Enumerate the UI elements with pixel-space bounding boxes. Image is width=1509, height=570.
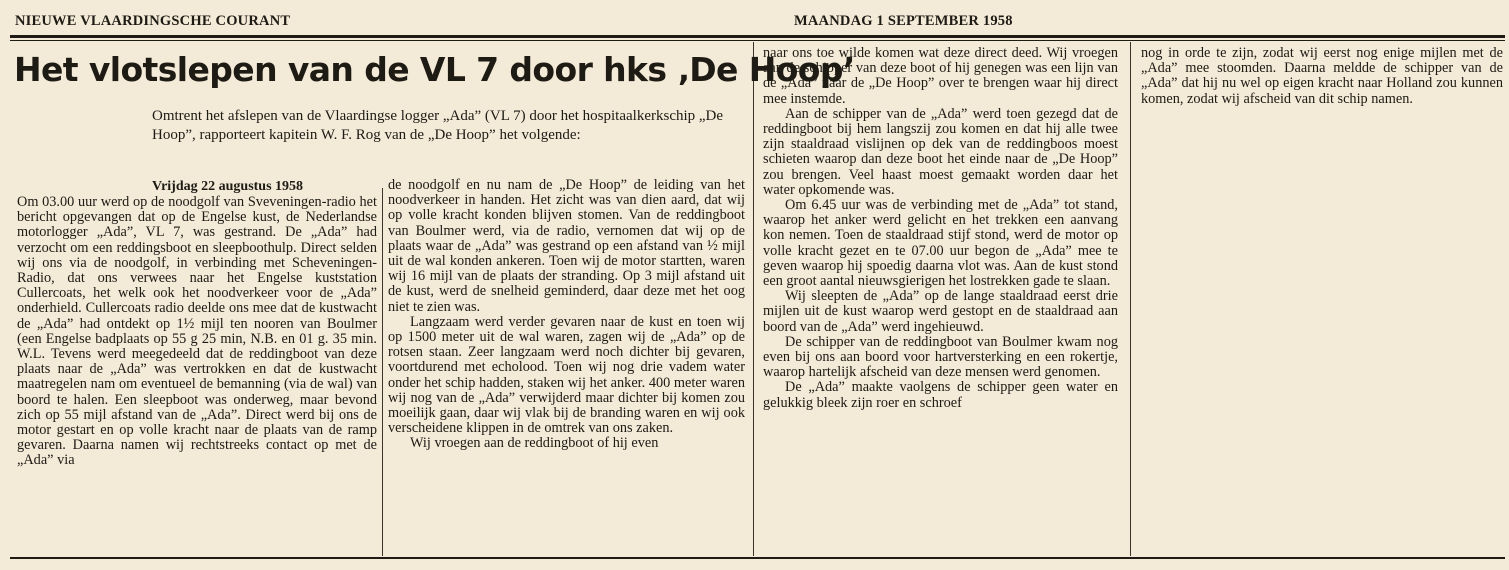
paragraph: De schipper van de reddingboot van Boulmer kwam nog even bij ons aan boord voor hartversterking en een rokertje, waarop hartelijk afscheid van deze mensen werd genomen. (763, 333, 1118, 381)
paragraph: Om 6.45 uur was de verbinding met de „Ada” tot stand, waarop het anker werd gelicht en het trekken een aanvang kon nemen. Toen de staaldraad stijf stond, werd de motor op volle kracht gezet en te 07.00 uur begon de „Ada” mee te geven waarop hij spoedig daarna vlot was. Aan de kust stond een groot aantal nieuwsgierigen het lostrekken gade te slaan. (763, 197, 1118, 290)
paragraph: Aan de schipper van de „Ada” werd toen gezegd dat de reddingboot bij hem langszij zou komen en dat hij alle twee zijn staaldraad vislijnen op dek van de reddingboos moest schieten waarop dan deze boot het einde naar de „De Hoop” zou brengen. Veel haast moest gemaakt worden daar het water opkomende was. (763, 105, 1118, 198)
newspaper-name: NIEUWE VLAARDINGSCHE COURANT (15, 13, 291, 29)
paragraph: Wij vroegen aan de reddingboot of hij even (410, 435, 659, 452)
bottom-rule (10, 557, 1505, 559)
paragraph: De „Ada” maakte vaolgens de schipper geen water en gelukkig bleek zijn roer en schroef (763, 379, 1118, 411)
article-column-2 (388, 178, 745, 452)
paragraph: nog in orde te zijn, zodat wij eerst nog enige mijlen met de „Ada” mee stoomden. Daarna meldde de schipper van de „Ada” dat hij nu wel op eigen kracht naar Holland zou kunnen komen, zodat wij afscheid van dit schip namen. (1141, 45, 1503, 107)
article-intro: Omtrent het afslepen van de Vlaardingse logger „Ada” (VL 7) door het hospitaalkerkschip „De Hoop”, rapporteert kapitein W. F. Rog van de „De Hoop” het volgende: (152, 108, 724, 143)
column-divider (753, 42, 754, 556)
paragraph: de noodgolf en nu nam de „De Hoop” de leiding van het noodverkeer in handen. Het zicht was van dien aard, dat wij op volle kracht konden blijven stomen. Van de reddingboot van Boulmer werd, via de radio, vernomen dat wij op de plaats waar de „Ada” was gestrand op een afstand van ½ mijl uit de wal konden ankeren. Toen wij de motor startten, waren wij 16 mijl van de plaats der stranding. Op 3 mijl afstand uit de kust, werd de snelheid geminderd, daar deze met het oog niet te zien was. (388, 177, 745, 315)
column-divider (382, 188, 383, 556)
article-dateline: Vrijdag 22 augustus 1958 (152, 179, 304, 194)
article-column-3 (763, 46, 1118, 411)
paragraph: Wij sleepten de „Ada” op de lange staaldraad eerst drie mijlen uit de kust waarop werd gestopt en de staaldraad aan boord van de „Ada” werd ingehieuwd. (763, 288, 1118, 335)
paragraph: naar ons toe wilde komen wat deze direct deed. Wij vroegen aan de schipper van deze boot of hij genegen was een lijn van de „Ada” naar de „De Hoop” over te brengen waar hij direct mee instemde. (763, 45, 1118, 107)
issue-date: MAANDAG 1 SEPTEMBER 1958 (794, 13, 1013, 29)
article-headline: Het vlotslepen van de VL 7 door hks ‚De Hoop’ (14, 50, 855, 89)
article-column-1 (17, 195, 377, 469)
paragraph: Om 03.00 uur werd op de noodgolf van Sveveningen-radio het bericht opgevangen dat op de Engelse kust, de Nederlandse motorlogger „Ada”, VL 7, was gestrand. De „Ada” had verzocht om een reddingsboot en sleepboothulp. Direct selden wij ons via de noodgolf, in verbinding met Scheveningen-Radio, dat ons verwees naar het Engelse kuststation Cullercoats, het welk ook het noodverkeer voor de „Ada” onderhield. Cullercoats radio deelde ons mee dat de kustwacht de „Ada” had ontdekt op 1½ mijl ten nooren van Boulmer (een Engelse badplaats op 55 g 25 min, N.B. en 01 g. 35 min. W.L. Tevens werd meegedeeld dat de reddingboot van deze plaats naar de „Ada” was vertrokken en dat de kustwacht maatregelen nam om eventueel de bemanning (via de wal) van boord te halen. Een sleepboot was onderweg, maar bevond zich op 55 mijl afstand van de „Ada”. Direct werd bij ons de motor gestart en op volle kracht naar de plaats van de ramp gevaren. Daarna namen wij rechtstreeks contact op met de „Ada” via (17, 194, 377, 469)
article-column-4 (1141, 46, 1503, 107)
column-divider (1130, 42, 1131, 556)
paragraph: Langzaam werd verder gevaren naar de kust en toen wij op 1500 meter uit de wal waren, zagen wij de „Ada” op de rotsen staan. Zeer langzaam werd noch dichter bij gevaren, voortdurend met echolood. Toen wij nog drie vadem water onder het schip hadden, staken wij het anker. 400 meter waren wij nog van de „Ada” verwijderd maar dichter bij komen zou moeilijk gaan, daar wij vlak bij de branding waren en wij ook verscheidene klippen in de omtrek van ons zaken. (388, 313, 745, 437)
masthead (0, 0, 1509, 38)
masthead-rule (10, 35, 1505, 38)
masthead-rule-thin (10, 40, 1505, 41)
